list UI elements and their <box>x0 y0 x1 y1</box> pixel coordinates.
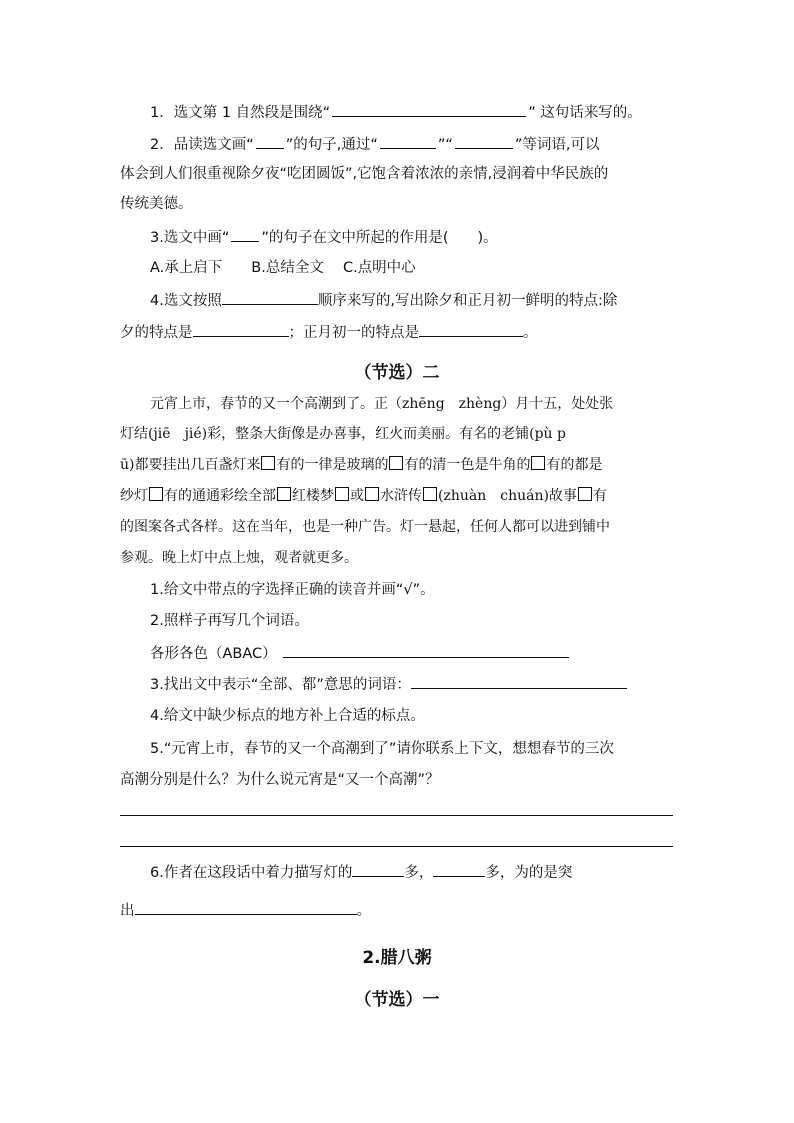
punctuation-box[interactable] <box>149 487 163 501</box>
passage-text: ū)都要挂出几百盏灯来 <box>120 457 261 473</box>
question-text: 出 <box>120 903 135 919</box>
question-text: 6.作者在这段话中着力描写灯的 <box>150 865 353 881</box>
s2-question-3 <box>150 674 627 695</box>
question-1-text-a: 1．选文第 1 自然段是围绕“ <box>150 105 331 121</box>
punctuation-box[interactable] <box>277 487 291 501</box>
question-2-line-1 <box>150 134 600 155</box>
question-2-line-3: 传统美德。 <box>120 196 193 212</box>
question-2-text-b: ”的句子,通过“ <box>285 137 378 153</box>
answer-blank[interactable] <box>455 134 513 149</box>
s2-question-2-example <box>150 643 569 664</box>
question-text: 3.找出文中表示“全部、都”意思的词语： <box>150 677 411 693</box>
answer-blank[interactable] <box>419 322 523 337</box>
passage-line-2: 灯结(jiē jié)彩，整条大街像是办喜事，红火而美丽。有名的老铺(pù p <box>120 426 566 442</box>
question-2-text-d: ”等词语,可以 <box>514 137 600 153</box>
question-2-text-a: 2．品读选文画“ <box>150 137 254 153</box>
answer-blank[interactable] <box>193 322 289 337</box>
question-4-text-d: ；正月初一的特点是 <box>288 325 419 341</box>
s2-question-2: 2.照样子再写几个词语。 <box>150 613 309 629</box>
passage-line-1: 元宵上市，春节的又一个高潮到了。正（zhēng zhèng）月十五，处处张 <box>150 396 614 412</box>
answer-blank[interactable] <box>135 900 357 915</box>
question-2-line-2: 体会到人们很重视除夕夜“吃团圆饭”,它饱含着浓浓的亲情,浸润着中华民族的 <box>120 166 609 182</box>
punctuation-box[interactable] <box>531 456 545 470</box>
question-1-text-b: ” 这句话来写的。 <box>528 105 642 121</box>
question-4-text-c: 夕的特点是 <box>120 325 193 341</box>
passage-text: 有的一律是玻璃的 <box>276 457 389 473</box>
punctuation-box[interactable] <box>389 456 403 470</box>
answer-blank[interactable] <box>332 102 526 117</box>
s2-question-4: 4.给文中缺少标点的地方补上合适的标点。 <box>150 708 425 724</box>
section-3-title: 2.腊八粥 <box>362 948 432 968</box>
question-text: 多，为的是突 <box>485 865 573 881</box>
answer-blank[interactable] <box>433 862 485 877</box>
passage-text: (zhuàn chuán)故事 <box>438 488 577 504</box>
answer-blank[interactable] <box>411 674 627 689</box>
passage-text: 纱灯 <box>120 488 148 504</box>
punctuation-box[interactable] <box>261 456 275 470</box>
s2-question-1: 1.给文中带点的字选择正确的读音并画“√”。 <box>150 582 435 598</box>
passage-text: 水浒传 <box>380 488 422 504</box>
question-2-text-c: ”“ <box>437 137 453 153</box>
passage-line-6: 参观。晚上灯中点上烛，观者就更多。 <box>120 550 358 566</box>
underline-mark <box>256 134 284 149</box>
question-3-options: A.承上启下 B.总结全文 C.点明中心 <box>150 260 416 276</box>
passage-line-3 <box>120 455 602 475</box>
punctuation-box[interactable] <box>335 487 349 501</box>
section-2-title: （节选）二 <box>354 363 440 383</box>
passage-line-4 <box>120 486 607 506</box>
question-4-text-a: 4.选文按照 <box>150 293 222 309</box>
passage-text: 红楼梦 <box>292 488 334 504</box>
answer-blank[interactable] <box>380 134 436 149</box>
passage-text: 有的通通彩绘全部 <box>164 488 276 504</box>
passage-line-5: 的图案各式各样。这在当年，也是一种广告。灯一悬起，任何人都可以进到铺中 <box>120 519 610 535</box>
question-4-text-e: 。 <box>523 325 538 341</box>
answer-line[interactable] <box>120 815 673 816</box>
s2-question-6-line-1 <box>150 862 572 883</box>
s2-question-5-line-2: 高潮分别是什么？为什么说元宵是“又一个高潮”？ <box>120 772 440 788</box>
question-4-text-b: 顺序来写的,写出除夕和正月初一鲜明的特点:除 <box>317 293 618 309</box>
punctuation-box[interactable] <box>365 487 379 501</box>
answer-line[interactable] <box>120 846 673 847</box>
question-4-line-1 <box>150 290 617 311</box>
question-text: 。 <box>356 903 371 919</box>
question-1 <box>150 102 642 123</box>
passage-text: 有的都是 <box>546 457 603 473</box>
section-3-subtitle: （节选）一 <box>354 990 440 1010</box>
passage-text: 有的清一色是牛角的 <box>404 457 531 473</box>
answer-blank[interactable] <box>222 290 318 305</box>
s2-question-6-line-2 <box>120 900 371 921</box>
answer-blank[interactable] <box>352 862 404 877</box>
passage-text: 或 <box>350 488 364 504</box>
s2-question-5-line-1: 5.“元宵上市，春节的又一个高潮到了”请你联系上下文，想想春节的三次 <box>150 741 614 757</box>
question-3 <box>150 227 498 248</box>
question-3-text-b: ”的句子在文中所起的作用是( )。 <box>261 230 498 246</box>
punctuation-box[interactable] <box>578 487 592 501</box>
punctuation-box[interactable] <box>423 487 437 501</box>
question-3-text-a: 3.选文中画“ <box>150 230 230 246</box>
example-label: 各形各色（ABAC） <box>150 646 277 662</box>
answer-blank[interactable] <box>283 643 569 658</box>
question-text: 多， <box>404 865 434 881</box>
question-4-line-2 <box>120 322 538 343</box>
passage-text: 有 <box>592 488 607 504</box>
underline-mark <box>231 227 259 242</box>
